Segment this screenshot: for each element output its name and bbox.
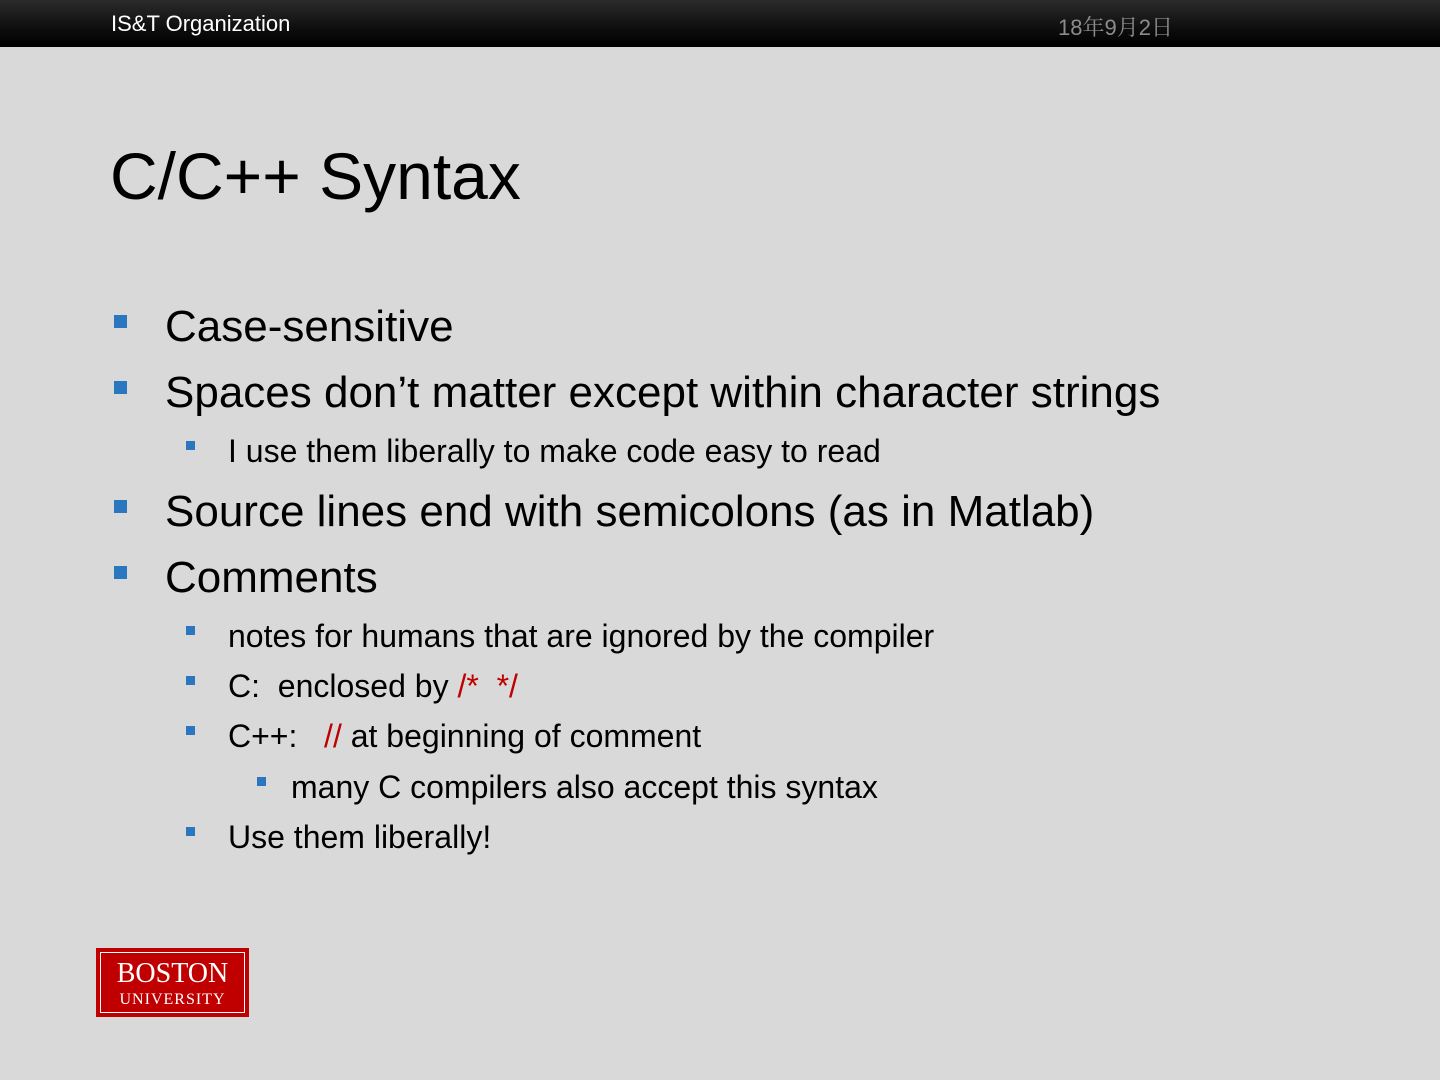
- square-bullet-icon: [186, 626, 195, 635]
- square-bullet-icon: [114, 381, 127, 394]
- bullet-text: C++:: [228, 718, 325, 754]
- logo-line-2: UNIVERSITY: [119, 991, 226, 1008]
- boston-university-logo: [96, 948, 249, 1017]
- sub-bullet-item: [228, 666, 518, 706]
- bullet-item: [165, 367, 1160, 419]
- bullet-text: Spaces don’t matter except within character strings: [165, 368, 1161, 417]
- logo-border: [100, 952, 245, 1013]
- square-bullet-icon: [186, 441, 195, 450]
- organization-name: IS&T Organization: [111, 11, 291, 36]
- bullet-text: C: enclosed by: [228, 668, 458, 704]
- slide-title: C/C++ Syntax: [110, 139, 521, 213]
- sub-bullet-item: [228, 431, 881, 471]
- sub-bullet-item: [228, 716, 701, 756]
- bullet-item: [165, 552, 378, 604]
- bullet-item: [165, 301, 454, 353]
- sub-bullet-item: [228, 817, 491, 857]
- sub-bullet-item: [228, 616, 934, 656]
- bullet-text: I use them liberally to make code easy to read: [228, 433, 881, 469]
- square-bullet-icon: [186, 827, 195, 836]
- bullet-text-suffix: at beginning of comment: [341, 718, 702, 754]
- bullet-text: notes for humans that are ignored by the compiler: [228, 618, 935, 654]
- square-bullet-icon: [114, 315, 127, 328]
- header-bar: [0, 0, 1440, 47]
- sub-sub-bullet-item: [291, 767, 878, 807]
- slide-date: 18年9月2日: [1058, 15, 1173, 40]
- bullet-item: [165, 486, 1094, 538]
- square-bullet-icon: [114, 566, 127, 579]
- bullet-text: many C compilers also accept this syntax: [291, 769, 878, 805]
- square-bullet-icon: [114, 500, 127, 513]
- bullet-text: Case-sensitive: [165, 302, 454, 351]
- logo-line-1: BOSTON: [116, 958, 229, 989]
- bullet-text: Comments: [165, 553, 378, 602]
- square-bullet-icon: [186, 726, 195, 735]
- bullet-text: Source lines end with semicolons (as in Matlab): [165, 487, 1095, 536]
- c-comment-syntax: /* */: [457, 668, 518, 704]
- square-bullet-icon: [186, 676, 195, 685]
- bullet-text: Use them liberally!: [228, 819, 492, 855]
- cpp-comment-syntax: //: [324, 718, 342, 754]
- square-bullet-icon: [257, 777, 266, 786]
